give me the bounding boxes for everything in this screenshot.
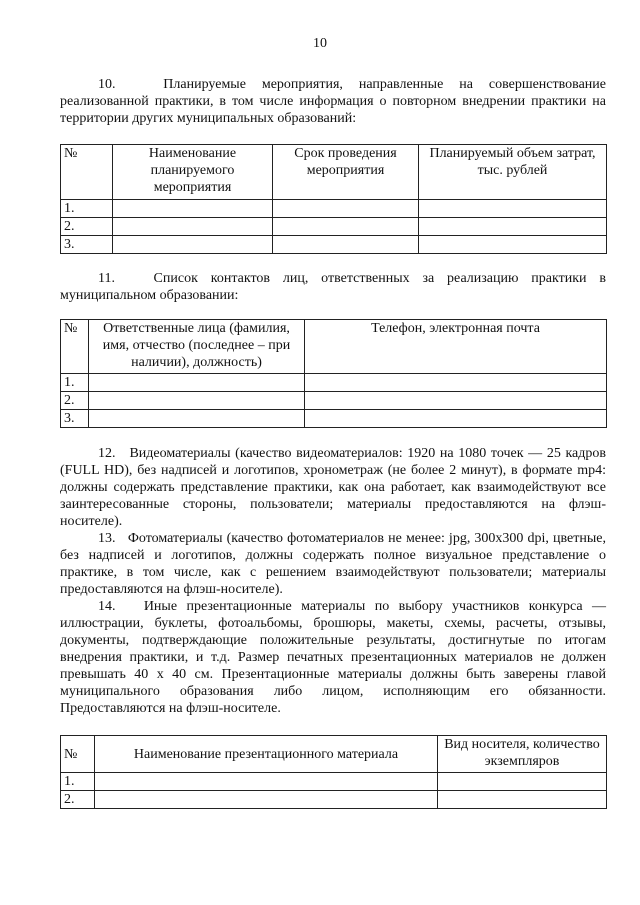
table-row: [61, 410, 607, 428]
contacts-table: [60, 319, 607, 428]
table-row: [61, 218, 607, 236]
events-header-cost: Планируемый объем затрат, тыс. рублей: [419, 145, 607, 200]
contacts-header-persons: Ответственные лица (фамилия, имя, отчество (последнее – при наличии), должность): [89, 320, 305, 374]
section-11-paragraph: 11. Список контактов лиц, ответственных за реализацию практики в муниципальном образовании:: [60, 271, 606, 303]
table-row: [61, 200, 607, 218]
page-number: 10: [313, 36, 327, 51]
events-header-name: Наименование планируемого мероприятия: [113, 145, 273, 200]
table-row: [61, 791, 607, 809]
table-row: [61, 392, 607, 410]
row-number: 1.: [61, 773, 95, 791]
section-11-text: [60, 270, 606, 304]
row-number: 3.: [61, 236, 113, 254]
section-13-paragraph: 13. Фотоматериалы (качество фотоматериалов не менее: jpg, 300x300 dpi, цветные, без надписей и логотипов, должны содержать полное визуальное представление о практике, в том числе, как с решением взаимодействуют пользователи; материалы предоставляются на флэш-носителе).: [60, 531, 606, 597]
sections-12-14-text: [60, 445, 606, 717]
row-number: 3.: [61, 410, 89, 428]
contacts-header-number: №: [61, 320, 89, 374]
row-number: 1.: [61, 200, 113, 218]
section-14-paragraph: 14. Иные презентационные материалы по выбору участников конкурса — иллюстрации, буклеты, фотоальбомы, брошюры, макеты, схемы, расчеты, отзывы, документы, подтверждающие положительные результаты, достигнутые по итогам внедрения практики, и т.д. Размер печатных презентационных материалов не должен превышать 40 х 40 см. Презентационные материалы должны быть заверены главой муниципального образования либо лицом, исполняющим его обязанности. Предоставляются на флэш-носителе.: [60, 599, 606, 716]
presentation-header-number: №: [61, 736, 95, 773]
row-number: 2.: [61, 218, 113, 236]
events-header-term: Срок проведения мероприятия: [273, 145, 419, 200]
section-10-text: [60, 76, 606, 127]
row-number: 1.: [61, 374, 89, 392]
table-row: [61, 374, 607, 392]
section-10-paragraph: 10. Планируемые мероприятия, направленные на совершенствование реализованной практики, в том числе информация о повторном внедрении практики на территории других муниципальных образований:: [60, 77, 606, 126]
table-row: [61, 773, 607, 791]
section-12-paragraph: 12. Видеоматериалы (качество видеоматериалов: 1920 на 1080 точек — 25 кадров (FULL HD), без надписей и логотипов, хронометраж (не более 2 минут), в формате mp4: должны содержать представление практики, как она работает, как взаимодействуют все заинтересованные стороны, пользователи; материалы предоставляются на флэш-носителе).: [60, 446, 606, 529]
contacts-header-phone: Телефон, электронная почта: [305, 320, 607, 374]
row-number: 2.: [61, 791, 95, 809]
presentation-header-name: Наименование презентационного материала: [95, 736, 438, 773]
events-header-number: №: [61, 145, 113, 200]
presentation-table: [60, 735, 607, 809]
events-table: [60, 144, 607, 254]
table-row: [61, 236, 607, 254]
row-number: 2.: [61, 392, 89, 410]
presentation-header-media: Вид носителя, количество экземпляров: [438, 736, 607, 773]
